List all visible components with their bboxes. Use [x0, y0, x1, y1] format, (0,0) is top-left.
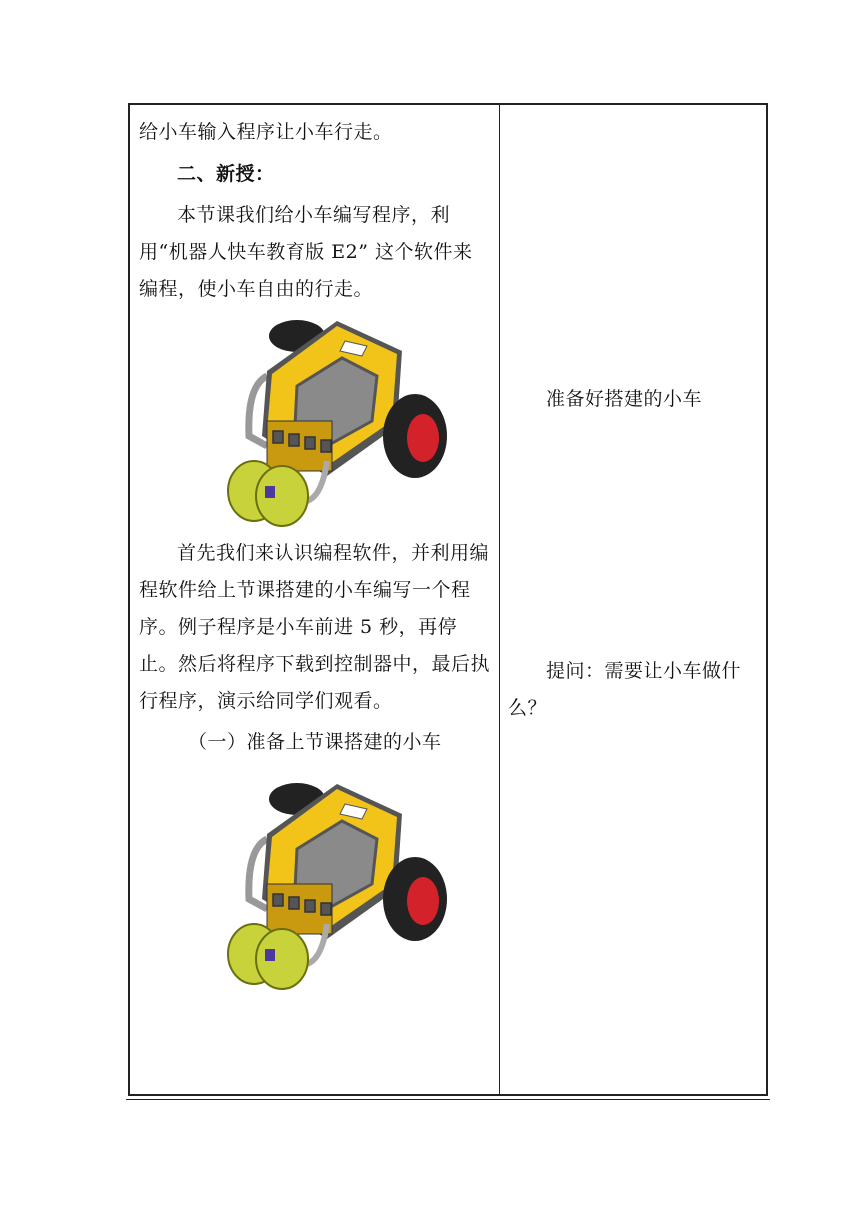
robot-car-image-2 — [227, 779, 457, 994]
robot-car-drawing — [228, 783, 447, 989]
intro-line: 给小车输入程序让小车行走。 — [139, 121, 393, 143]
lesson-table — [128, 103, 768, 1096]
step-one-heading: （一）准备上节课搭建的小车 — [188, 731, 442, 753]
note-question: 提问：需要让小车做什么？ — [508, 660, 742, 719]
column-divider — [499, 105, 500, 1094]
teaching-content-column — [139, 105, 491, 994]
paragraph-software: 本节课我们给小车编写程序，利用“机器人快车教育版 E2” 这个软件来编程，使小车自由的行走。 — [139, 204, 473, 300]
section-heading: 二、新授： — [177, 163, 275, 185]
paragraph-overview: 首先我们来认识编程软件，并利用编程软件给上节课搭建的小车编写一个程序。例子程序是小车前进 5 秒，再停止。然后将程序下载到控制器中，最后执行程序，演示给同学们观看。 — [139, 542, 491, 712]
robot-car-drawing — [228, 320, 447, 526]
robot-car-image-1 — [227, 316, 457, 531]
note-prepare-car: 准备好搭建的小车 — [546, 388, 703, 410]
